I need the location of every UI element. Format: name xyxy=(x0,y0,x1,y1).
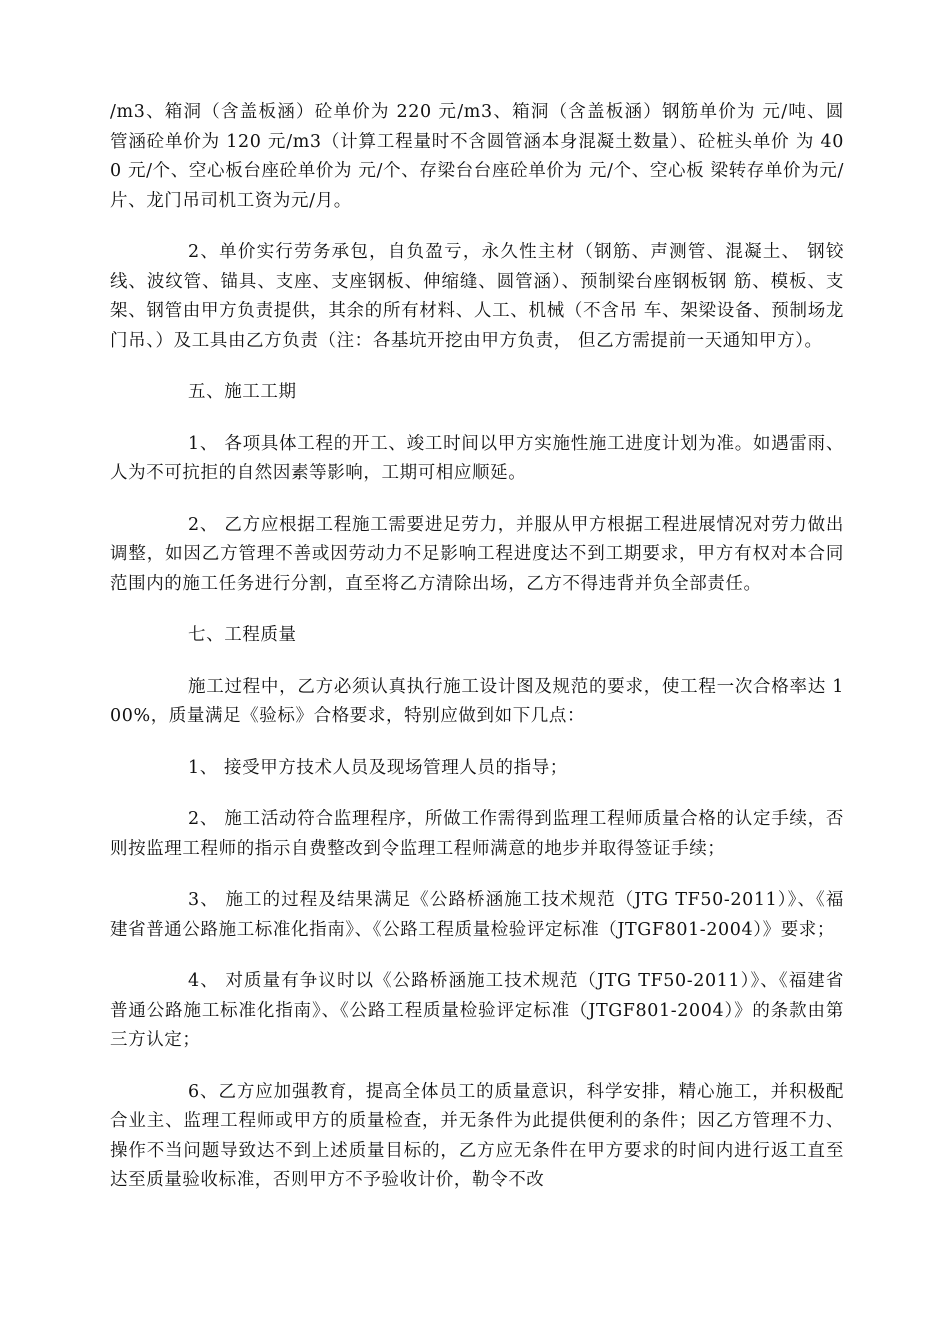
section-heading-quality: 七、工程质量 xyxy=(188,625,297,645)
section-heading-schedule: 五、施工工期 xyxy=(188,382,297,402)
paragraph-unit-prices: /m3、箱洞（含盖板涵）砼单价为 220 元/m3、箱洞（含盖板涵）钢筋单价为 元/吨、圆 管涵砼单价为 120 元/m3（计算工程量时不含圆管涵本身混凝土数量）、砼桩头单价 为 400 元/个、空心板台座砼单价为 元/个、存梁台台座砼单价为 元/个、空心板 梁转存单价为元/片、龙门吊司机工资为元/月。 xyxy=(110,102,851,211)
paragraph-quality-1: 1、 接受甲方技术人员及现场管理人员的指导； xyxy=(188,757,568,778)
paragraph-schedule-2: 2、 乙方应根据工程施工需要进足劳力，并服从甲方根据工程进展情况对劳力做出调整，如因乙方管理不善或因劳动力不足影响工程进度达不到工期要求，甲方有权对本合同范围内的施工任务进行分割，直至将乙方清除出场，乙方不得违背并负全部责任。 xyxy=(110,514,844,594)
paragraph-quality-3: 3、 施工的过程及结果满足《公路桥涵施工技术规范（JTG TF50-2011）》、《福建省普通公路施工标准化指南》、《公路工程质量检验评定标准（JTGF801-2004）》要求； xyxy=(110,890,844,940)
paragraph-quality-2: 2、 施工活动符合监理程序，所做工作需得到监理工程师质量合格的认定手续，否则按监理工程师的指示自费整改到令监理工程师满意的地步并取得签证手续； xyxy=(110,809,844,859)
paragraph-quality-4: 4、 对质量有争议时以《公路桥涵施工技术规范（JTG TF50-2011）》、《福建省普通公路施工标准化指南》、《公路工程质量检验评定标准（JTGF801-2004）》的条款由第三方认定； xyxy=(110,971,844,1050)
paragraph-quality-intro: 施工过程中，乙方必须认真执行施工设计图及规范的要求，使工程一次合格率达 100%，质量满足《验标》合格要求，特别应做到如下几点： xyxy=(110,676,844,726)
paragraph-schedule-1: 1、 各项具体工程的开工、竣工时间以甲方实施性施工进度计划为准。如遇雷雨、人为不可抗拒的自然因素等影响，工期可相应顺延。 xyxy=(110,433,844,483)
paragraph-labor-contract: 2、单价实行劳务承包，自负盈亏，永久性主材（钢筋、声测管、混凝土、 钢铰线、波纹管、锚具、支座、支座钢板、伸缩缝、圆管涵）、预制梁台座钢板钢 筋、模板、支架、钢管由甲方负责提供，其余的所有材料、人工、机械（不含吊 车、架梁设备、预制场龙门吊、）及工具由乙方负责（注：各基坑开挖由甲方负责， 但乙方需提前一天通知甲方）。 xyxy=(110,242,844,351)
paragraph-quality-6: 6、乙方应加强教育，提高全体员工的质量意识，科学安排，精心施工，并积极配合业主、监理工程师或甲方的质量检查，并无条件为此提供便利的条件；因乙方管理不力、操作不当问题导致达不到上述质量目标的，乙方应无条件在甲方要求的时间内进行返工直至达至质量验收标准，否则甲方不予验收计价，勒令不改 xyxy=(110,1081,844,1190)
document-body xyxy=(110,98,851,1218)
